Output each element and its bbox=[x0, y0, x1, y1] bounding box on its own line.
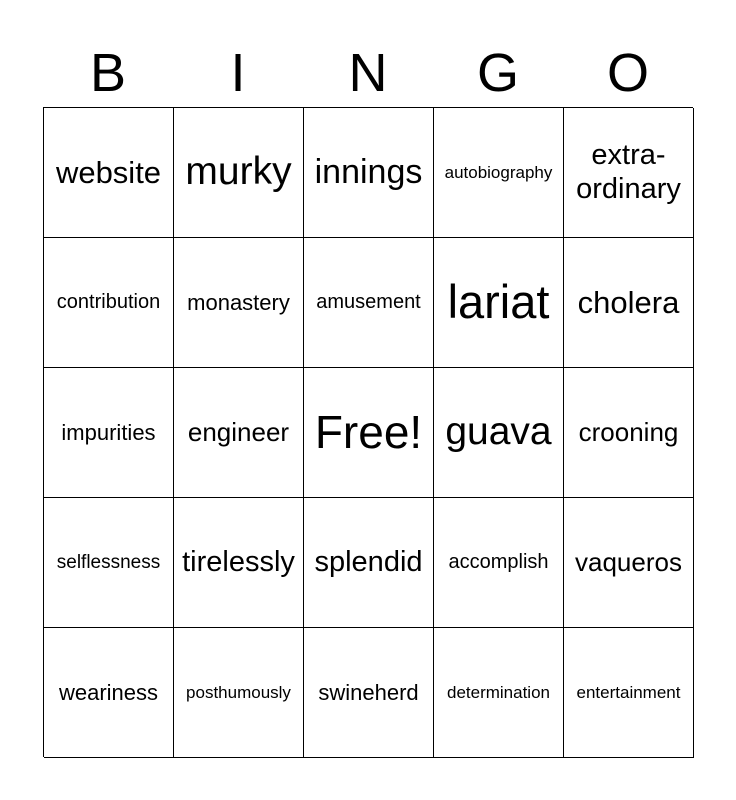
header-letter-b: B bbox=[89, 43, 127, 103]
bingo-cell: selflessness bbox=[44, 498, 174, 628]
bingo-cell: swineherd bbox=[304, 628, 434, 758]
bingo-cell: impurities bbox=[44, 368, 174, 498]
bingo-cell: cholera bbox=[564, 238, 694, 368]
header-letter-g: G bbox=[476, 43, 519, 103]
bingo-cell: innings bbox=[304, 108, 434, 238]
bingo-card-grid bbox=[43, 107, 693, 757]
header-letter-i: I bbox=[230, 43, 246, 103]
bingo-cell: accomplish bbox=[434, 498, 564, 628]
bingo-cell: contribution bbox=[44, 238, 174, 368]
bingo-cell: posthumously bbox=[174, 628, 304, 758]
bingo-cell: weariness bbox=[44, 628, 174, 758]
bingo-cell: autobiography bbox=[434, 108, 564, 238]
free-space-cell: Free! bbox=[304, 368, 434, 498]
header-letter-n: N bbox=[348, 43, 388, 103]
bingo-cell: guava bbox=[434, 368, 564, 498]
header-letter-o: O bbox=[606, 43, 649, 103]
bingo-cell: monastery bbox=[174, 238, 304, 368]
bingo-cell: amusement bbox=[304, 238, 434, 368]
bingo-cell: vaqueros bbox=[564, 498, 694, 628]
bingo-cell: crooning bbox=[564, 368, 694, 498]
bingo-cell: extra-ordinary bbox=[564, 108, 694, 238]
bingo-cell: engineer bbox=[174, 368, 304, 498]
bingo-cell: website bbox=[44, 108, 174, 238]
bingo-cell: entertainment bbox=[564, 628, 694, 758]
bingo-cell: lariat bbox=[434, 238, 564, 368]
bingo-header bbox=[43, 40, 693, 106]
bingo-cell: determination bbox=[434, 628, 564, 758]
bingo-cell: splendid bbox=[304, 498, 434, 628]
bingo-cell: tirelessly bbox=[174, 498, 304, 628]
bingo-cell: murky bbox=[174, 108, 304, 238]
